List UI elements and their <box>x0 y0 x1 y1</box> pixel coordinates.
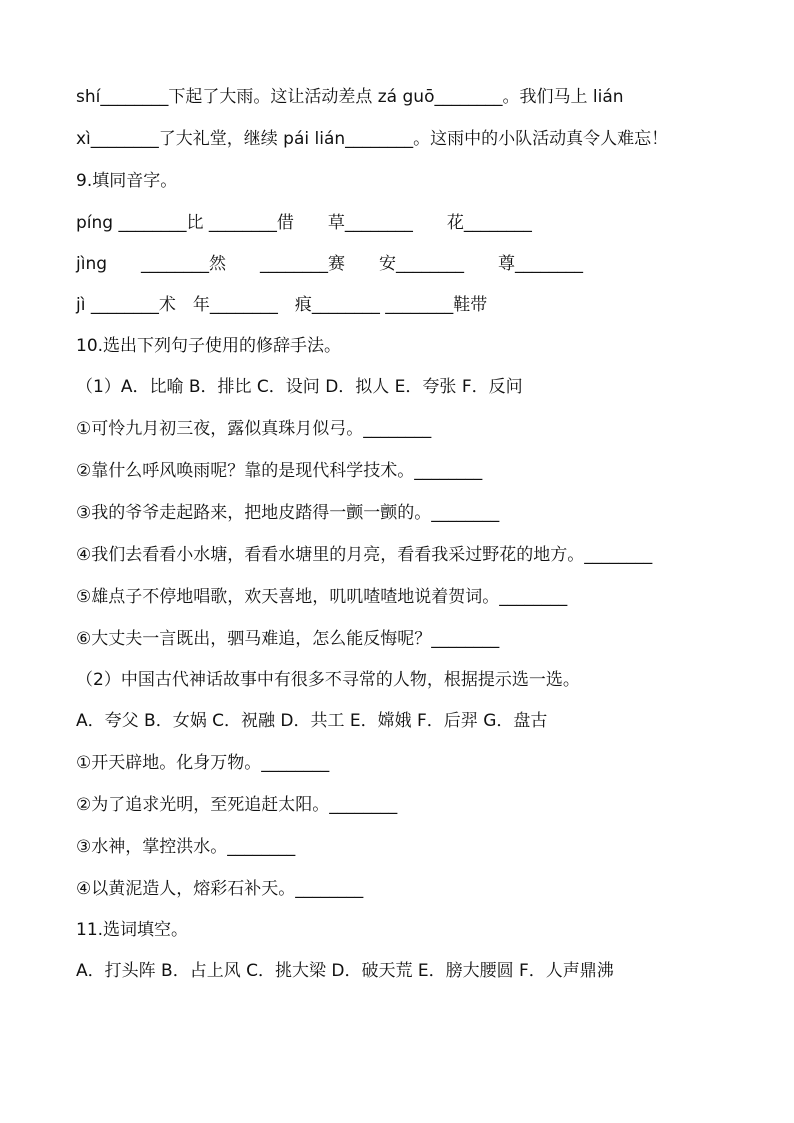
text-line: ⑤雄点子不停地唱歌，欢天喜地，叽叽喳喳地说着贺词。________ <box>76 587 568 607</box>
text-line: ④我们去看看小水塘，看看水塘里的月亮，看看我采过野花的地方。________ <box>76 545 653 565</box>
options-line: A．夸父 B．女娲 C．祝融 D．共工 E．嫦娥 F．后羿 G．盘古 <box>76 711 548 731</box>
text-line: jìng ________然 ________赛 安________ 尊________ <box>76 254 584 274</box>
question-heading-9: 9.填同音字。 <box>76 171 178 191</box>
text-line: ③我的爷爷走起路来，把地皮踏得一颤一颤的。________ <box>76 503 500 523</box>
text-line: ⑥大丈夫一言既出，驷马难追，怎么能反悔呢？________ <box>76 629 500 649</box>
text-line: ①可怜九月初三夜，露似真珠月似弓。________ <box>76 419 432 439</box>
text-line: píng ________比 ________借 草________ 花________ <box>76 213 532 233</box>
options-line: A．打头阵 B．占上风 C．挑大梁 D．破天荒 E．膀大腰圆 F．人声鼎沸 <box>76 961 614 981</box>
text-line: ④以黄泥造人，熔彩石补天。________ <box>76 879 364 899</box>
question-heading-10: 10.选出下列句子使用的修辞手法。 <box>76 336 342 356</box>
text-line: ③水神，掌控洪水。________ <box>76 837 296 857</box>
options-line: （1）A．比喻 B．排比 C．设问 D．拟人 E．夸张 F．反问 <box>76 377 523 397</box>
text-line: shí________下起了大雨。这让活动差点 zá guō________。我们马上 lián <box>76 87 624 107</box>
text-line: （2）中国古代神话故事中有很多不寻常的人物，根据提示选一选。 <box>76 670 580 690</box>
text-line: xì________了大礼堂，继续 pái lián________。这雨中的小队活动真令人难忘！ <box>76 129 669 149</box>
question-heading-11: 11.选词填空。 <box>76 920 189 940</box>
text-line: jì ________术 年________ 痕________ ________鞋带 <box>76 295 488 315</box>
text-line: ②为了追求光明，至死追赶太阳。________ <box>76 795 398 815</box>
text-line: ①开天辟地。化身万物。________ <box>76 753 330 773</box>
text-line: ②靠什么呼风唤雨呢？靠的是现代科学技术。________ <box>76 461 483 481</box>
